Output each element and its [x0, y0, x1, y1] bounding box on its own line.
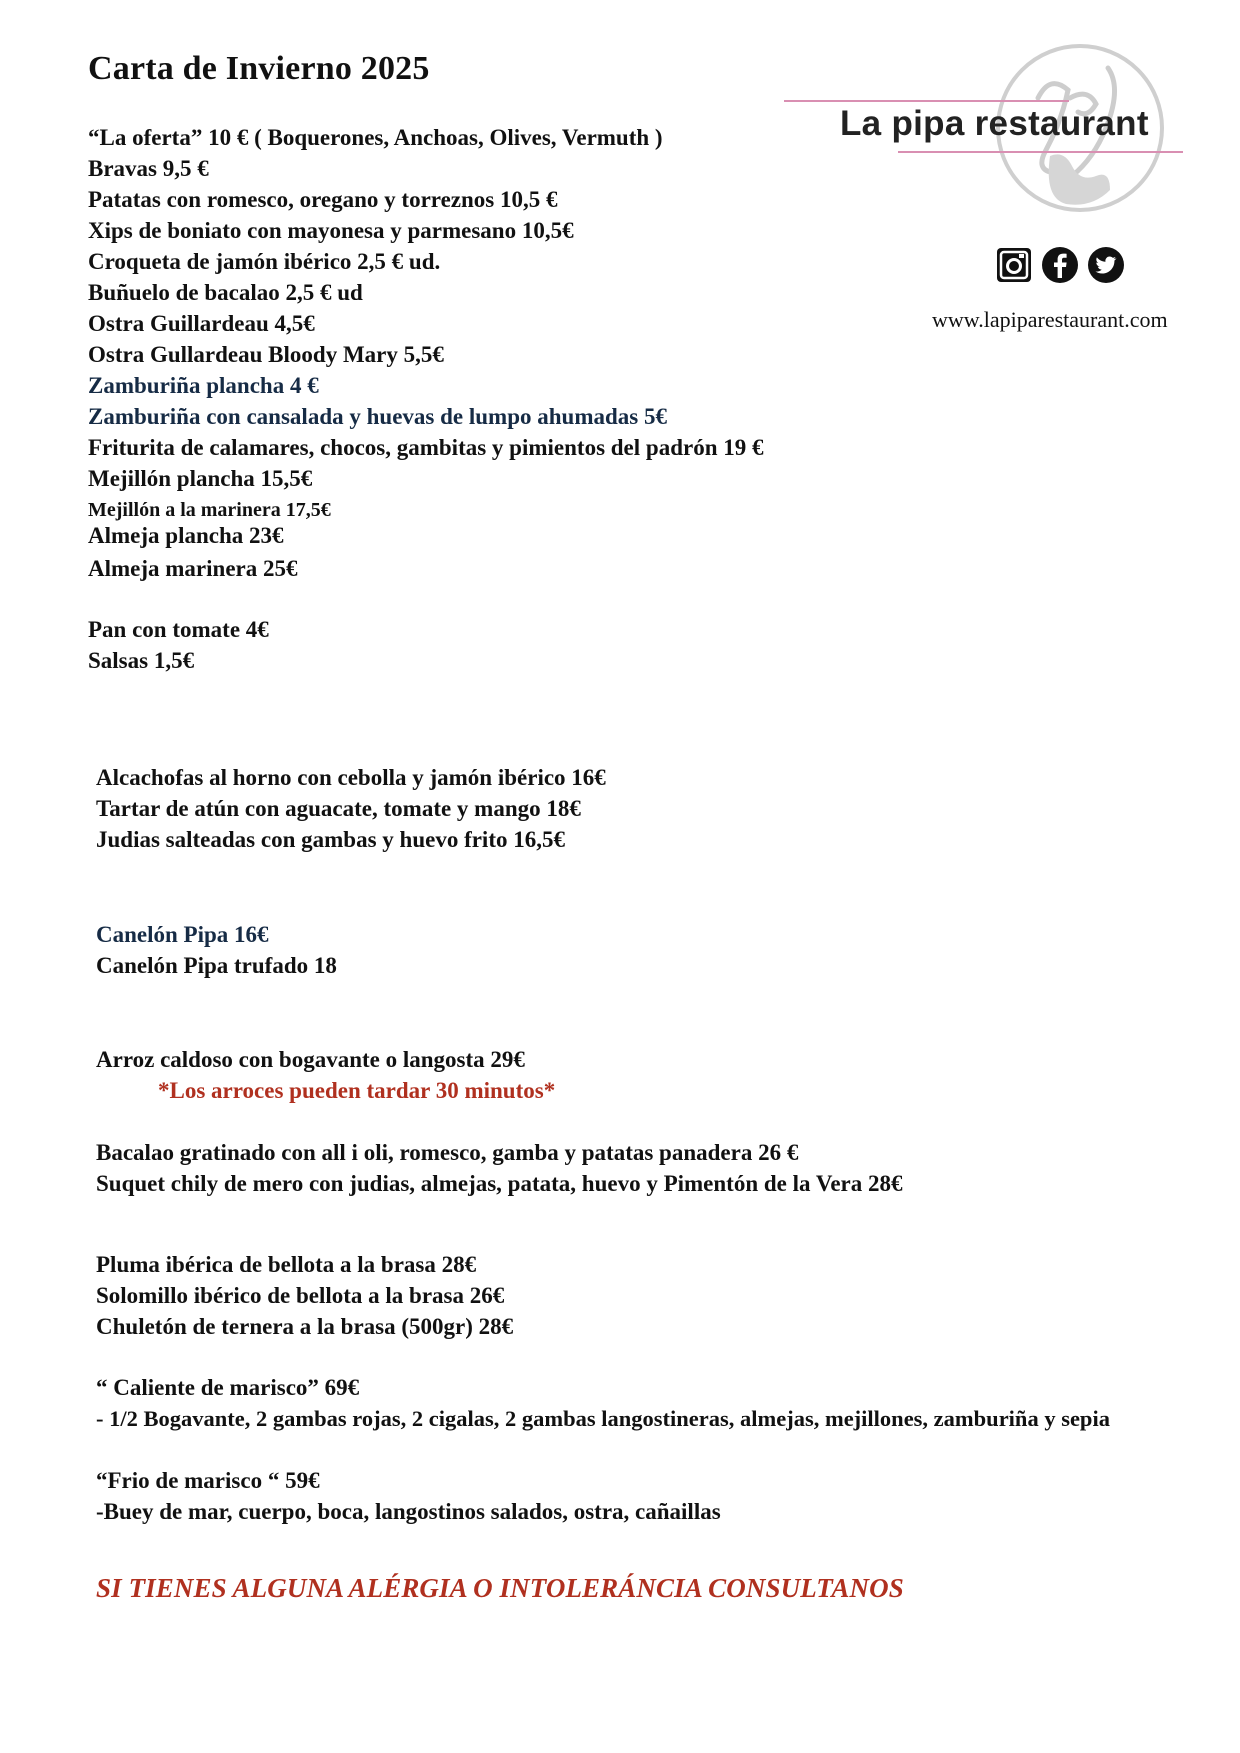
restaurant-name: La pipa restaurant: [840, 104, 1149, 143]
platter-name: “ Caliente de marisco” 69€: [96, 1375, 360, 1400]
menu-item: Arroz caldoso con bogavante o langosta 29€: [96, 1047, 525, 1072]
menu-item: Suquet chily de mero con judias, almejas, patata, huevo y Pimentón de la Vera 28€: [96, 1171, 903, 1196]
menu-item: Salsas 1,5€: [88, 648, 195, 673]
menu-item: Almeja plancha 23€: [88, 523, 284, 548]
menu-item: Mejillón a la marinera 17,5€: [88, 499, 331, 521]
menu-item: Judias salteadas con gambas y huevo frito 16,5€: [96, 827, 565, 852]
menu-item: Pan con tomate 4€: [88, 617, 269, 642]
social-links: [995, 246, 1125, 284]
menu-item: Canelón Pipa 16€: [96, 922, 269, 947]
menu-item: Ostra Guillardeau 4,5€: [88, 311, 315, 336]
platter-name: “Frio de marisco “ 59€: [96, 1468, 320, 1493]
menu-item: Buñuelo de bacalao 2,5 € ud: [88, 280, 363, 305]
menu-item: Zamburiña con cansalada y huevas de lumpo ahumadas 5€: [88, 404, 667, 429]
menu-item: Mejillón plancha 15,5€: [88, 466, 313, 491]
menu-item: Canelón Pipa trufado 18: [96, 953, 337, 978]
rice-note: *Los arroces pueden tardar 30 minutos*: [158, 1078, 556, 1103]
logo-rule-bottom: [898, 151, 1183, 153]
menu-item: Alcachofas al horno con cebolla y jamón ibérico 16€: [96, 765, 606, 790]
menu-item: Ostra Gullardeau Bloody Mary 5,5€: [88, 342, 444, 367]
menu-item: Bravas 9,5 €: [88, 156, 209, 181]
menu-item: Xips de boniato con mayonesa y parmesano 10,5€: [88, 218, 574, 243]
menu-item: Solomillo ibérico de bellota a la brasa 26€: [96, 1283, 505, 1308]
menu-item: Croqueta de jamón ibérico 2,5 € ud.: [88, 249, 441, 274]
menu-item: Pluma ibérica de bellota a la brasa 28€: [96, 1252, 477, 1277]
platter-description: - 1/2 Bogavante, 2 gambas rojas, 2 cigalas, 2 gambas langostineras, almejas, mejillones, zamburiña y sepia: [96, 1406, 1110, 1431]
twitter-icon[interactable]: [1087, 246, 1125, 284]
menu-item: “La oferta” 10 € ( Boquerones, Anchoas, Olives, Vermuth ): [88, 125, 663, 150]
menu-item: Tartar de atún con aguacate, tomate y mango 18€: [96, 796, 581, 821]
website-link[interactable]: www.lapiparestaurant.com: [932, 307, 1168, 332]
platter-description: -Buey de mar, cuerpo, boca, langostinos salados, ostra, cañaillas: [96, 1499, 721, 1524]
allergy-notice: SI TIENES ALGUNA ALÉRGIA O INTOLERÁNCIA CONSULTANOS: [96, 1573, 904, 1603]
menu-item: Chuletón de ternera a la brasa (500gr) 28€: [96, 1314, 514, 1339]
page-title: Carta de Invierno 2025: [88, 50, 430, 87]
instagram-icon[interactable]: [995, 246, 1033, 284]
restaurant-logo: [780, 30, 1200, 230]
logo-rule-top: [784, 100, 1069, 102]
menu-item: Friturita de calamares, chocos, gambitas y pimientos del padrón 19 €: [88, 435, 764, 460]
menu-item: Bacalao gratinado con all i oli, romesco, gamba y patatas panadera 26 €: [96, 1140, 799, 1165]
facebook-icon[interactable]: [1041, 246, 1079, 284]
menu-item: Zamburiña plancha 4 €: [88, 373, 319, 398]
menu-item: Almeja marinera 25€: [88, 556, 298, 581]
menu-item: Patatas con romesco, oregano y torreznos 10,5 €: [88, 187, 558, 212]
